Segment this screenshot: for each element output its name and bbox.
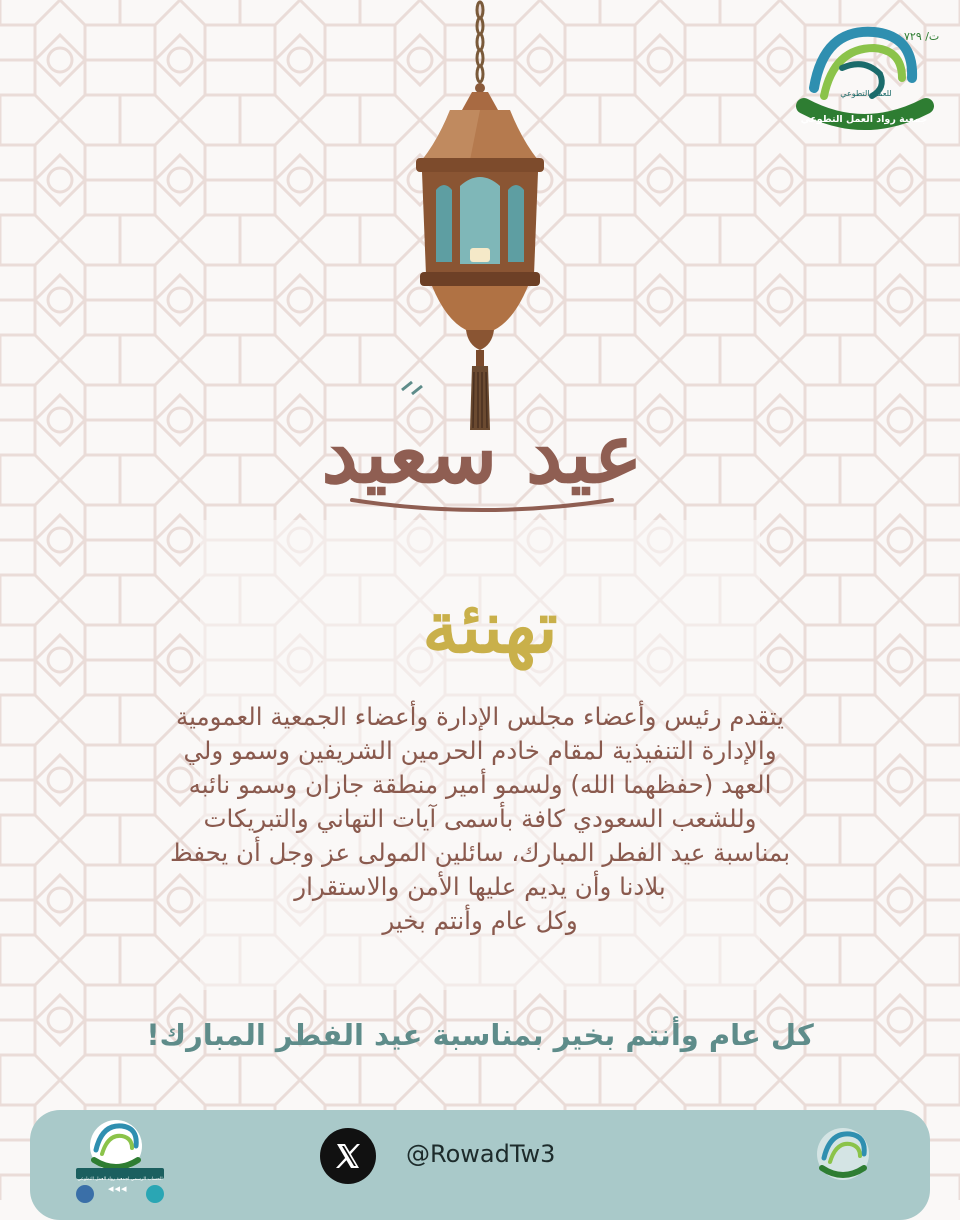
- association-logo: [794, 18, 940, 138]
- lantern-illustration: [410, 0, 550, 430]
- message-line: وللشعب السعودي كافة بأسمى آيات التهاني والتبريكات: [203, 804, 757, 833]
- logo-subtext: للعمل التطوعي: [840, 89, 892, 98]
- footer-banner-text: الحساب الرسمي لجمعية رواد العمل التطوعي: [77, 1177, 163, 1182]
- x-social-button[interactable]: [320, 1128, 376, 1184]
- message-line: بلادنا وأن يديم عليها الأمن والاستقرار: [294, 872, 666, 901]
- footer-bar: [30, 1110, 930, 1220]
- logo-text: جمعية رواد العمل التطوعي: [800, 114, 928, 125]
- congratulation-message: [120, 700, 840, 938]
- eid-title: عيد سعيد: [321, 406, 643, 502]
- eid-saeed-calligraphy: [312, 370, 652, 520]
- footer-dot-right: [146, 1185, 164, 1203]
- message-line: وكل عام وأنتم بخير: [382, 906, 578, 935]
- social-handle[interactable]: @RowadTw3: [406, 1140, 556, 1168]
- footer-logo-right: [812, 1124, 874, 1184]
- x-logo-icon: [333, 1141, 363, 1171]
- eid-greeting: كل عام وأنتم بخير بمناسبة عيد الفطر المبارك!: [146, 1018, 814, 1052]
- logo-number: ت/ ٧٢٩: [904, 30, 940, 43]
- message-line: والإدارة التنفيذية لمقام خادم الحرمين الشريفين وسمو ولي: [183, 736, 777, 765]
- message-line: يتقدم رئيس وأعضاء مجلس الإدارة وأعضاء الجمعية العمومية: [175, 702, 784, 731]
- message-line: العهد (حفظهما الله) ولسمو أمير منطقة جازان وسمو نائبه: [188, 770, 772, 799]
- tahniah-title: تهنئة: [422, 584, 558, 669]
- message-line: بمناسبة عيد الفطر المبارك، سائلين المولى عز وجل أن يحفظ: [169, 838, 791, 867]
- footer-banner: [76, 1168, 164, 1182]
- tahniah-calligraphy: [345, 580, 635, 670]
- footer-arrows: ◂◂◂: [108, 1182, 128, 1195]
- footer-dot-left: [76, 1185, 94, 1203]
